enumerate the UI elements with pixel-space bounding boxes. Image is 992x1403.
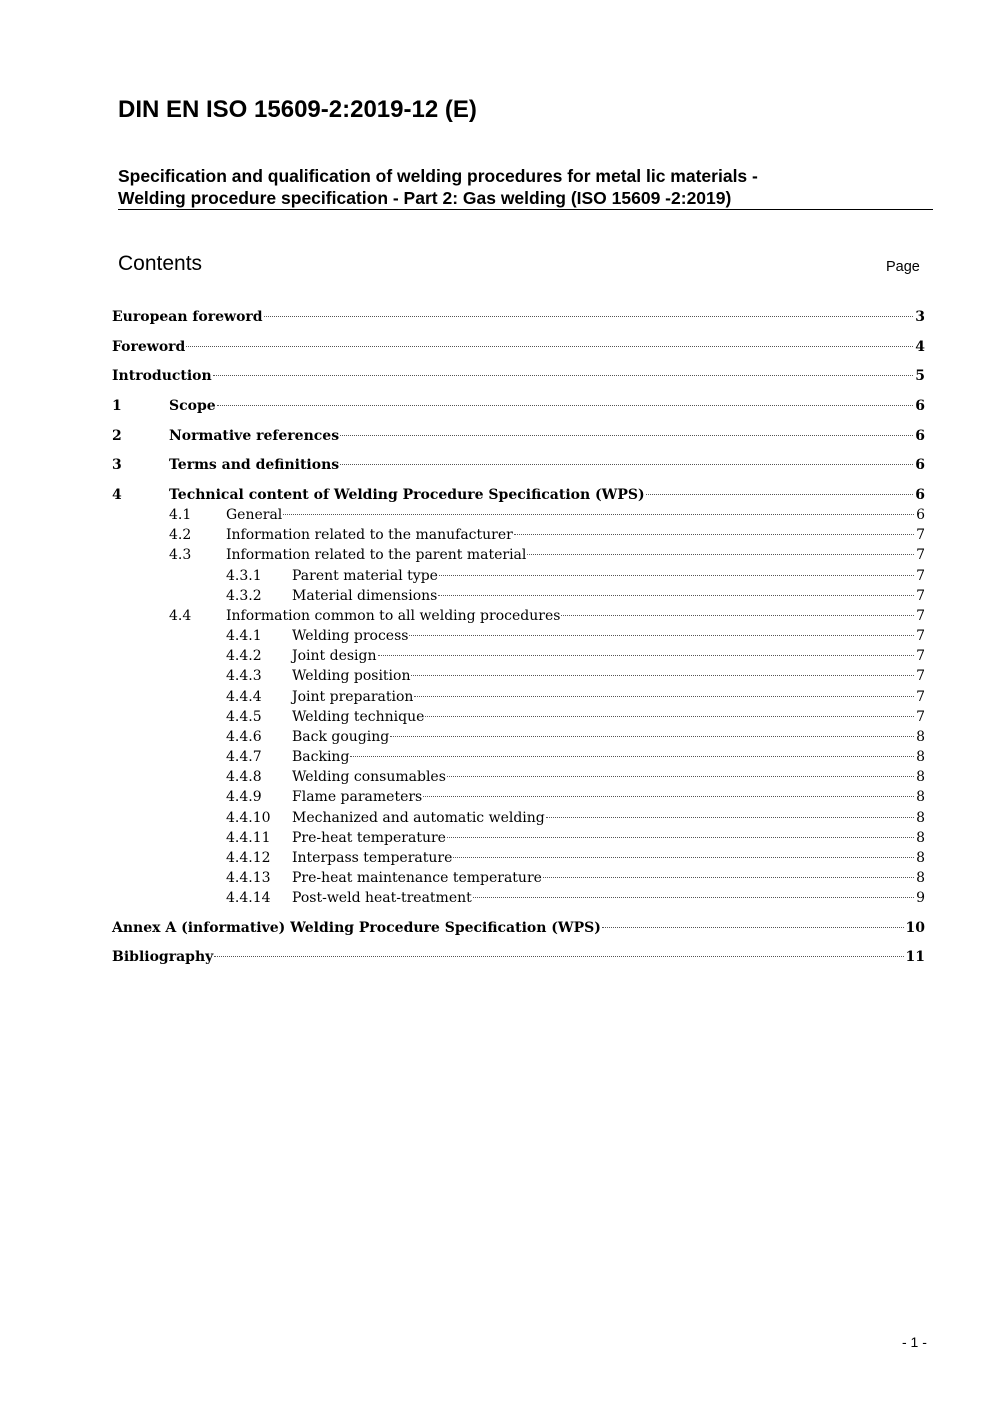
toc-dot-leader bbox=[438, 595, 914, 596]
toc-entry-label: European foreword bbox=[112, 309, 263, 325]
toc-entry-number: 1 bbox=[112, 398, 122, 414]
toc-dot-leader bbox=[646, 494, 914, 495]
toc-dot-leader bbox=[217, 405, 914, 406]
toc-entry[interactable] bbox=[112, 918, 925, 938]
toc-dot-leader bbox=[514, 534, 914, 535]
toc-entry-page: 6 bbox=[915, 487, 925, 503]
toc-entry-label: Normative references bbox=[169, 428, 340, 444]
toc-entry-number: 4.4.13 bbox=[226, 870, 271, 886]
toc-entry-label: Annex A (informative) Welding Procedure Specification (WPS) bbox=[112, 920, 601, 936]
toc-entry-label: Foreword bbox=[112, 339, 186, 355]
toc-entry-number: 4.4.8 bbox=[226, 769, 262, 785]
page-column-label: Page bbox=[886, 259, 920, 275]
toc-entry-number: 4.4.14 bbox=[226, 890, 271, 906]
subtitle-line-2: Welding procedure specification - Part 2: Gas welding (ISO 15609 -2:2019) bbox=[118, 188, 732, 208]
toc-entry-label: Flame parameters bbox=[292, 789, 423, 805]
toc-entry-page: 7 bbox=[916, 628, 925, 644]
footer-page-number: - 1 - bbox=[902, 1334, 927, 1350]
toc-dot-leader bbox=[186, 346, 913, 347]
toc-dot-leader bbox=[340, 464, 913, 465]
toc-entry-label: Welding technique bbox=[292, 709, 425, 725]
toc-entry-number: 4.3 bbox=[169, 547, 192, 563]
toc-entry-label: Scope bbox=[169, 398, 216, 414]
toc-entry[interactable] bbox=[112, 828, 925, 848]
toc-entry[interactable] bbox=[112, 426, 925, 446]
toc-dot-leader bbox=[414, 696, 914, 697]
toc-entry[interactable] bbox=[112, 586, 925, 606]
toc-entry-number: 4.1 bbox=[169, 507, 192, 523]
toc-entry-number: 4.4.4 bbox=[226, 689, 262, 705]
toc-entry-label: Back gouging bbox=[292, 729, 390, 745]
toc-entry-page: 9 bbox=[916, 890, 925, 906]
contents-heading: Contents bbox=[118, 252, 203, 275]
toc-entry[interactable] bbox=[112, 606, 925, 626]
toc-entry[interactable] bbox=[112, 947, 925, 967]
toc-entry-number: 4.4.7 bbox=[226, 749, 262, 765]
toc-entry-page: 4 bbox=[915, 339, 925, 355]
toc-entry-page: 8 bbox=[916, 769, 925, 785]
toc-dot-leader bbox=[283, 514, 914, 515]
toc-entry[interactable] bbox=[112, 707, 925, 727]
toc-entry[interactable] bbox=[112, 626, 925, 646]
toc-entry-page: 8 bbox=[916, 789, 925, 805]
toc-entry[interactable] bbox=[112, 396, 925, 416]
toc-dot-leader bbox=[214, 956, 903, 957]
toc-entry-number: 4.4.2 bbox=[226, 648, 262, 664]
toc-dot-leader bbox=[453, 857, 914, 858]
toc-dot-leader bbox=[439, 575, 914, 576]
toc-dot-leader bbox=[423, 796, 914, 797]
toc-entry[interactable] bbox=[112, 808, 925, 828]
toc-dot-leader bbox=[340, 435, 913, 436]
toc-entry-label: Introduction bbox=[112, 368, 212, 384]
toc-entry-page: 8 bbox=[916, 850, 925, 866]
toc-dot-leader bbox=[543, 877, 914, 878]
toc-entry-page: 8 bbox=[916, 870, 925, 886]
toc-entry-label: Joint preparation bbox=[292, 689, 414, 705]
toc-entry[interactable] bbox=[112, 687, 925, 707]
toc-entry-page: 7 bbox=[916, 588, 925, 604]
toc-entry-label: Material dimensions bbox=[292, 588, 438, 604]
toc-dot-leader bbox=[425, 716, 914, 717]
toc-entry-page: 11 bbox=[905, 949, 925, 965]
toc-entry[interactable] bbox=[112, 366, 925, 386]
toc-entry-label: Information related to the manufacturer bbox=[226, 527, 513, 543]
toc-entry-label: Welding process bbox=[292, 628, 409, 644]
toc-entry-number: 4.4.1 bbox=[226, 628, 262, 644]
toc-entry-page: 8 bbox=[916, 830, 925, 846]
toc-entry-page: 3 bbox=[915, 309, 925, 325]
toc-entry-number: 4.3.1 bbox=[226, 568, 262, 584]
toc-entry-label: Information common to all welding procedures bbox=[226, 608, 561, 624]
toc-dot-leader bbox=[546, 817, 914, 818]
toc-entry[interactable] bbox=[112, 545, 925, 565]
toc-dot-leader bbox=[411, 675, 914, 676]
toc-entry[interactable] bbox=[112, 505, 925, 525]
toc-entry[interactable] bbox=[112, 485, 925, 505]
toc-dot-leader bbox=[409, 635, 914, 636]
toc-entry-label: Technical content of Welding Procedure Specification (WPS) bbox=[169, 487, 645, 503]
toc-entry-label: Welding consumables bbox=[292, 769, 446, 785]
toc-entry[interactable] bbox=[112, 646, 925, 666]
toc-entry[interactable] bbox=[112, 525, 925, 545]
toc-entry-page: 6 bbox=[915, 457, 925, 473]
subtitle-line-1: Specification and qualification of welding procedures for metal lic materials - bbox=[118, 166, 758, 186]
toc-entry[interactable] bbox=[112, 566, 925, 586]
toc-dot-leader bbox=[561, 615, 914, 616]
toc-entry-label: Interpass temperature bbox=[292, 850, 453, 866]
toc-entry-label: Backing bbox=[292, 749, 350, 765]
toc-entry-page: 7 bbox=[916, 689, 925, 705]
toc-entry-page: 6 bbox=[915, 428, 925, 444]
toc-entry-page: 7 bbox=[916, 608, 925, 624]
toc-entry-number: 4.4.6 bbox=[226, 729, 262, 745]
toc-entry-number: 4.2 bbox=[169, 527, 192, 543]
toc-dot-leader bbox=[390, 736, 914, 737]
toc-entry-label: Joint design bbox=[292, 648, 377, 664]
toc-entry-page: 10 bbox=[905, 920, 925, 936]
toc-entry-page: 7 bbox=[916, 568, 925, 584]
toc-dot-leader bbox=[378, 655, 915, 656]
toc-dot-leader bbox=[473, 897, 914, 898]
toc-entry-label: Parent material type bbox=[292, 568, 438, 584]
toc-entry-page: 7 bbox=[916, 547, 925, 563]
toc-dot-leader bbox=[350, 756, 914, 757]
toc-entry[interactable] bbox=[112, 727, 925, 747]
toc-entry-label: Terms and definitions bbox=[169, 457, 340, 473]
toc-entry[interactable] bbox=[112, 888, 925, 908]
toc-dot-leader bbox=[527, 554, 914, 555]
toc-entry-label: General bbox=[226, 507, 283, 523]
toc-entry[interactable] bbox=[112, 337, 925, 357]
toc-entry-label: Information related to the parent material bbox=[226, 547, 527, 563]
toc-entry-label: Pre-heat temperature bbox=[292, 830, 446, 846]
toc-entry-number: 3 bbox=[112, 457, 122, 473]
document-title: DIN EN ISO 15609-2:2019-12 (E) bbox=[118, 96, 477, 123]
toc-entry[interactable] bbox=[112, 307, 925, 327]
toc-entry-page: 7 bbox=[916, 668, 925, 684]
toc-entry[interactable] bbox=[112, 868, 925, 888]
toc-entry-number: 4.4.3 bbox=[226, 668, 262, 684]
toc-entry-number: 4.4.10 bbox=[226, 810, 271, 826]
toc-dot-leader bbox=[447, 837, 914, 838]
toc-entry[interactable] bbox=[112, 767, 925, 787]
toc-dot-leader bbox=[213, 375, 914, 376]
toc-entry-page: 7 bbox=[916, 709, 925, 725]
toc-entry[interactable] bbox=[112, 455, 925, 475]
toc-entry-number: 4.4.11 bbox=[226, 830, 271, 846]
toc-dot-leader bbox=[602, 927, 904, 928]
toc-entry-number: 4.4.12 bbox=[226, 850, 271, 866]
toc-entry-number: 4.4 bbox=[169, 608, 192, 624]
toc-entry[interactable] bbox=[112, 787, 925, 807]
toc-entry-label: Pre-heat maintenance temperature bbox=[292, 870, 542, 886]
toc-entry-number: 4.3.2 bbox=[226, 588, 262, 604]
toc-entry-label: Post-weld heat-treatment bbox=[292, 890, 472, 906]
toc-entry-number: 4.4.5 bbox=[226, 709, 262, 725]
toc-entry-page: 8 bbox=[916, 810, 925, 826]
toc-entry-label: Bibliography bbox=[112, 949, 214, 965]
toc-entry-page: 8 bbox=[916, 749, 925, 765]
toc-entry-label: Mechanized and automatic welding bbox=[292, 810, 545, 826]
toc-entry-page: 7 bbox=[916, 527, 925, 543]
toc-entry-page: 6 bbox=[915, 398, 925, 414]
toc-entry-page: 8 bbox=[916, 729, 925, 745]
toc-dot-leader bbox=[264, 316, 914, 317]
toc-entry-number: 4 bbox=[112, 487, 122, 503]
toc-entry[interactable] bbox=[112, 666, 925, 686]
toc-entry[interactable] bbox=[112, 747, 925, 767]
toc-entry-page: 7 bbox=[916, 648, 925, 664]
toc-entry-label: Welding position bbox=[292, 668, 411, 684]
toc-entry-page: 6 bbox=[916, 507, 925, 523]
toc-dot-leader bbox=[447, 776, 914, 777]
toc-entry-page: 5 bbox=[915, 368, 925, 384]
toc-entry[interactable] bbox=[112, 848, 925, 868]
toc-entry-number: 2 bbox=[112, 428, 122, 444]
toc-entry-number: 4.4.9 bbox=[226, 789, 262, 805]
